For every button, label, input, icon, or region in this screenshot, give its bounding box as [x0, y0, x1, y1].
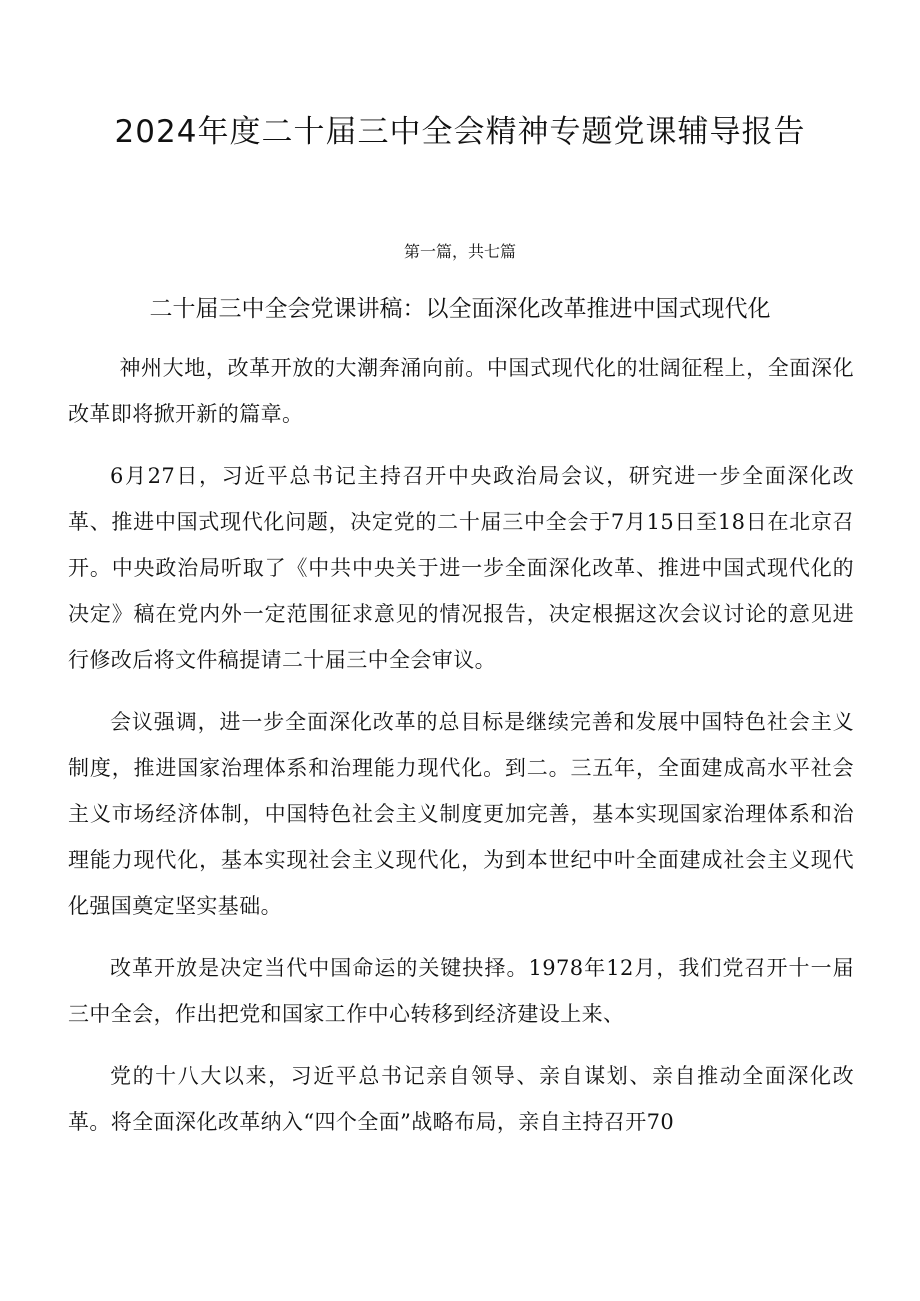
document-title: 2024年度二十届三中全会精神专题党课辅导报告	[114, 114, 806, 150]
section-label: 第一篇，共七篇	[403, 242, 516, 261]
paragraph: 会议强调，进一步全面深化改革的总目标是继续完善和发展中国特色社会主义制度，推进国家治理体系和治理能力现代化。到二。三五年，全面建成高水平社会主义市场经济体制，中国特色社会主义制度更加完善，基本实现国家治理体系和治理能力现代化，基本实现社会主义现代化，为到本世纪中叶全面建成社会主义现代化强国奠定坚实基础。	[68, 710, 854, 918]
paragraph: 党的十八大以来，习近平总书记亲自领导、亲自谋划、亲自推动全面深化改革。将全面深化改革纳入“四个全面”战略布局，亲自主持召开70	[68, 1064, 854, 1134]
paragraph: 神州大地，改革开放的大潮奔涌向前。中国式现代化的壮阔征程上，全面深化改革即将掀开新的篇章。	[68, 356, 854, 426]
paragraph: 改革开放是决定当代中国命运的关键抉择。1978年12月，我们党召开十一届三中全会，作出把党和国家工作中心转移到经济建设上来、	[68, 956, 854, 1026]
article-body	[68, 345, 854, 1161]
article-title: 二十届三中全会党课讲稿：以全面深化改革推进中国式现代化	[149, 296, 771, 322]
paragraph: 6月27日，习近平总书记主持召开中央政治局会议，研究进一步全面深化改革、推进中国式现代化问题，决定党的二十届三中全会于7月15日至18日在北京召开。中央政治局听取了《中共中央关于进一步全面深化改革、推进中国式现代化的决定》稿在党内外一定范围征求意见的情况报告，决定根据这次会议讨论的意见进行修改后将文件稿提请二十届三中全会审议。	[68, 464, 854, 672]
